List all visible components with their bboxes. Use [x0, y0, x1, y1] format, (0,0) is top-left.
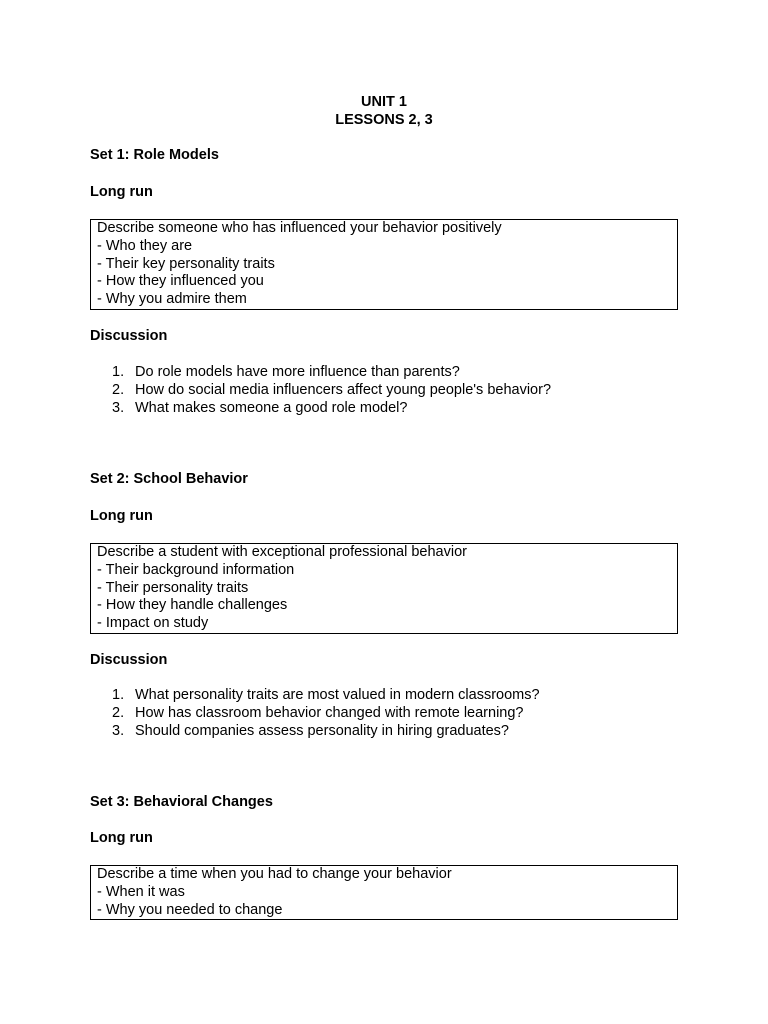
list-number: 2.	[112, 381, 125, 398]
list-number: 1.	[112, 363, 125, 380]
set-1-box-prompt: Describe someone who has influenced your behavior positively	[97, 220, 502, 236]
set-1-long-run-label: Long run	[90, 184, 153, 200]
list-number: 1.	[112, 686, 125, 703]
set-3-box-prompt: Describe a time when you had to change your behavior	[97, 865, 452, 882]
set-2-long-run-box	[90, 543, 678, 634]
set-2-long-run-label: Long run	[90, 507, 153, 524]
set-2-box-point: - How they handle challenges	[97, 597, 288, 614]
set-1-discussion-list	[90, 363, 678, 417]
question-text: Should companies assess personality in hiring graduates?	[135, 722, 509, 739]
set-2-box-prompt: Describe a student with exceptional professional behavior	[97, 543, 467, 560]
set-1-box-point: - How they influenced you	[97, 273, 264, 290]
set-2-box-point: - Impact on study	[97, 615, 209, 632]
set-1-box-point: - Why you admire them	[97, 291, 247, 308]
list-item	[90, 399, 678, 417]
set-2-title: Set 2: School Behavior	[90, 470, 248, 487]
list-item	[90, 686, 678, 704]
set-3-long-run-label: Long run	[90, 829, 153, 846]
set-1-box-point: - Their key personality traits	[97, 255, 275, 272]
set-2-box-point: - Their personality traits	[97, 579, 249, 596]
question-text: What makes someone a good role model?	[135, 399, 408, 416]
document-page	[90, 93, 678, 920]
unit-title: UNIT 1	[361, 94, 407, 110]
set-3-long-run-box	[90, 865, 678, 920]
set-2-box-point: - Their background information	[97, 561, 295, 578]
list-item	[90, 363, 678, 381]
question-text: How has classroom behavior changed with remote learning?	[135, 704, 524, 721]
set-1-long-run-box	[90, 219, 678, 310]
list-number: 2.	[112, 704, 125, 721]
set-1-discussion-label: Discussion	[90, 327, 168, 344]
question-text: Do role models have more influence than parents?	[135, 363, 460, 380]
set-1-title: Set 1: Role Models	[90, 147, 219, 163]
list-item	[90, 722, 678, 740]
set-2-discussion-list	[90, 686, 678, 740]
question-text: How do social media influencers affect young people's behavior?	[135, 381, 552, 398]
set-3-box-point: - When it was	[97, 883, 185, 900]
set-2-discussion-label: Discussion	[90, 651, 168, 668]
set-1-box-point: - Who they are	[97, 237, 193, 254]
list-number: 3.	[112, 399, 125, 416]
lessons-title: LESSONS 2, 3	[335, 112, 433, 128]
set-3-title: Set 3: Behavioral Changes	[90, 793, 273, 810]
question-text: What personality traits are most valued in modern classrooms?	[135, 686, 540, 703]
list-item	[90, 704, 678, 722]
list-number: 3.	[112, 722, 125, 739]
set-3-box-point: - Why you needed to change	[97, 901, 283, 918]
list-item	[90, 381, 678, 399]
